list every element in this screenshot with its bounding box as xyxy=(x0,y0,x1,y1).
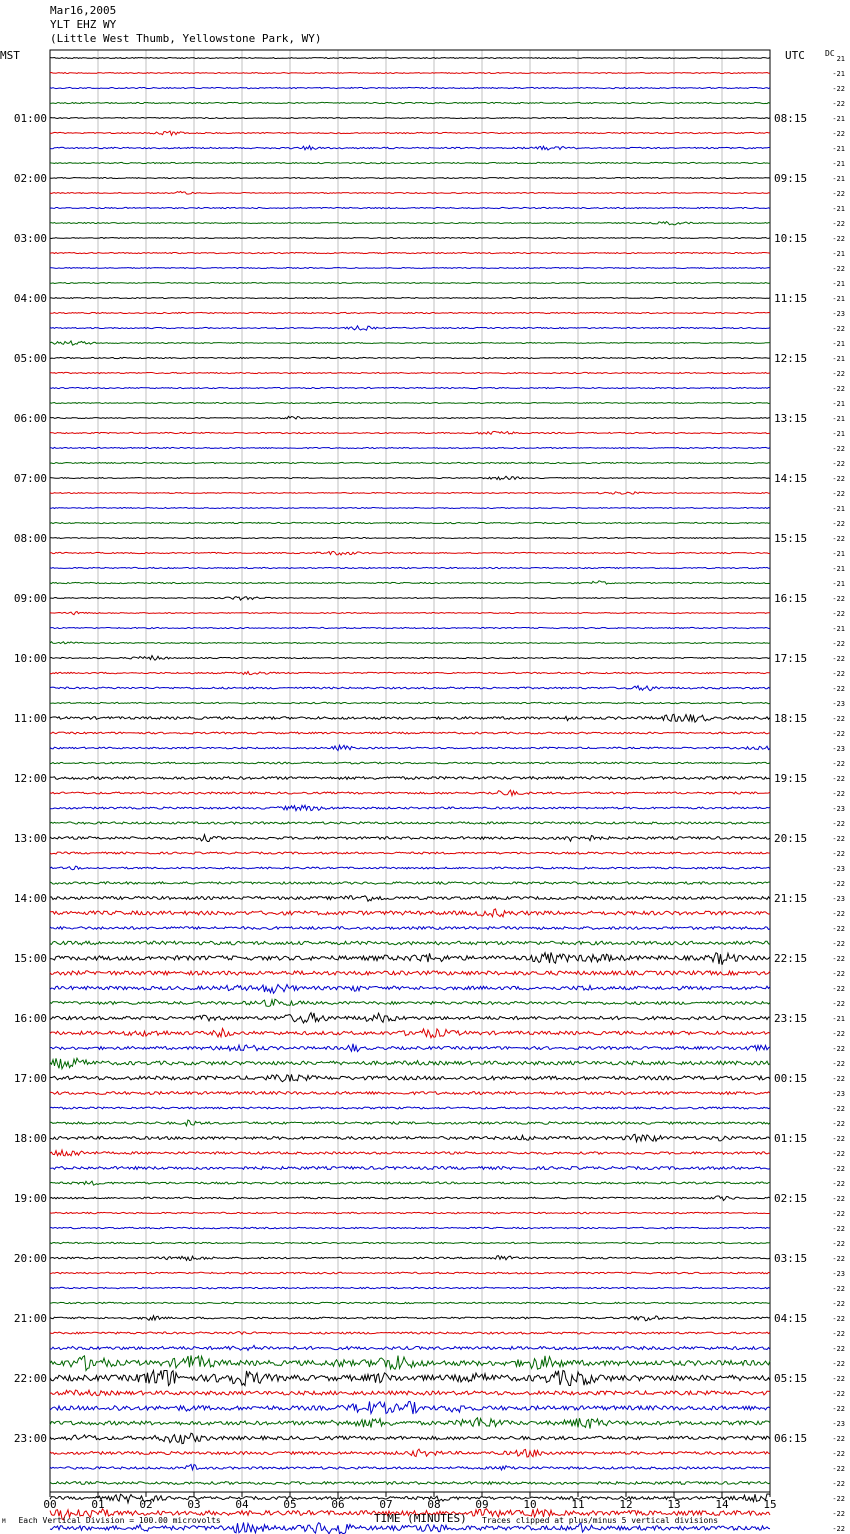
dc-offset-label: -22 xyxy=(832,1510,845,1518)
right-time-label: 01:15 xyxy=(774,1132,808,1145)
dc-offset-label: -22 xyxy=(832,1375,845,1383)
dc-offset-label: -22 xyxy=(832,850,845,858)
left-time-label: 22:00 xyxy=(13,1372,47,1385)
left-axis-timezone: MST xyxy=(0,49,20,62)
dc-offset-label: -21 xyxy=(832,1015,845,1023)
seismic-trace xyxy=(50,835,770,842)
seismic-trace xyxy=(50,1345,770,1350)
seismic-trace xyxy=(50,1256,770,1261)
x-tick-label-04: 04 xyxy=(235,1498,249,1511)
dc-offset-label: -22 xyxy=(832,715,845,723)
dc-offset-label: -22 xyxy=(832,520,845,528)
dc-offset-label: -22 xyxy=(832,760,845,768)
scale-note-text: Each Vertical Division = 100.00 microvolts xyxy=(18,1516,221,1525)
seismic-trace xyxy=(50,162,770,163)
seismic-trace xyxy=(50,87,770,88)
dc-offset-label: -22 xyxy=(832,535,845,543)
dc-offset-label: -21 xyxy=(832,145,845,153)
seismic-trace xyxy=(50,312,770,313)
dc-offset-label: -22 xyxy=(832,85,845,93)
seismic-trace xyxy=(50,492,770,494)
dc-offset-label: -22 xyxy=(832,130,845,138)
dc-offset-label: -22 xyxy=(832,460,845,468)
dc-offset-label: -22 xyxy=(832,325,845,333)
seismic-trace xyxy=(50,416,770,419)
dc-offset-label: -22 xyxy=(832,655,845,663)
dc-offset-label: -21 xyxy=(832,280,845,288)
chart-date: Mar16,2005 xyxy=(50,4,117,17)
dc-offset-label: -22 xyxy=(832,1300,845,1308)
dc-offset-label: -22 xyxy=(832,910,845,918)
dc-offset-label: -22 xyxy=(832,100,845,108)
dc-offset-label: -22 xyxy=(832,1390,845,1398)
dc-offset-label: -22 xyxy=(832,1180,845,1188)
right-time-label: 18:15 xyxy=(774,712,808,725)
seismic-trace xyxy=(50,1401,770,1414)
seismic-trace xyxy=(50,671,770,674)
station-code: YLT EHZ WY xyxy=(50,18,117,31)
seismic-trace xyxy=(50,612,770,615)
dc-offset-label: -22 xyxy=(832,1210,845,1218)
seismic-trace xyxy=(50,1044,770,1052)
seismic-trace xyxy=(50,1494,770,1503)
clip-note: Traces clipped at plus/minus 5 vertical divisions xyxy=(482,1516,719,1525)
seismic-trace xyxy=(50,656,770,661)
left-time-labels xyxy=(14,112,47,1445)
dc-offset-label: -22 xyxy=(832,1330,845,1338)
dc-offset-label: -22 xyxy=(832,190,845,198)
right-time-label: 12:15 xyxy=(774,352,808,365)
seismic-trace xyxy=(50,882,770,884)
seismic-trace xyxy=(50,627,770,628)
seismic-trace xyxy=(50,1134,770,1141)
right-time-label: 03:15 xyxy=(774,1252,808,1265)
x-tick-label-03: 03 xyxy=(187,1498,201,1511)
seismic-trace xyxy=(50,1302,770,1303)
seismic-trace xyxy=(50,1212,770,1213)
left-time-label: 09:00 xyxy=(13,592,47,605)
dc-offset-label: -23 xyxy=(832,895,845,903)
x-tick-label-15: 15 xyxy=(763,1498,777,1511)
x-tick-label-00: 00 xyxy=(43,1498,57,1511)
dc-offset-label: -22 xyxy=(832,1495,845,1503)
scale-note xyxy=(2,1516,221,1525)
right-time-label: 21:15 xyxy=(774,892,808,905)
dc-offset-label: -22 xyxy=(832,1315,845,1323)
seismic-trace xyxy=(50,927,770,930)
seismic-trace xyxy=(50,207,770,208)
left-time-label: 12:00 xyxy=(13,772,47,785)
x-tick-label-05: 05 xyxy=(283,1498,297,1511)
dc-offset-label: -22 xyxy=(832,445,845,453)
right-time-label: 04:15 xyxy=(774,1312,808,1325)
seismic-trace xyxy=(50,1196,770,1201)
dc-offset-label: -21 xyxy=(832,70,845,78)
left-time-label: 23:00 xyxy=(13,1432,47,1445)
left-time-label: 06:00 xyxy=(13,412,47,425)
dc-offset-label: -22 xyxy=(832,1240,845,1248)
seismic-trace xyxy=(50,283,770,284)
dc-offset-label: -22 xyxy=(832,1165,845,1173)
dc-offset-label: -22 xyxy=(832,1255,845,1263)
dc-offset-label: -22 xyxy=(832,1135,845,1143)
dc-offset-label: -22 xyxy=(832,1435,845,1443)
dc-offset-label: -22 xyxy=(832,370,845,378)
left-time-label: 03:00 xyxy=(13,232,47,245)
dc-offset-label: -21 xyxy=(832,115,845,123)
seismic-trace xyxy=(50,73,770,74)
seismic-trace xyxy=(50,762,770,764)
dc-offset-label: -23 xyxy=(832,865,845,873)
seismic-trace xyxy=(50,1356,770,1371)
x-tick-label-10: 10 xyxy=(523,1498,537,1511)
seismic-trace xyxy=(50,581,770,584)
seismic-trace xyxy=(50,462,770,463)
left-time-label: 04:00 xyxy=(13,292,47,305)
seismic-trace xyxy=(50,896,770,902)
seismic-trace xyxy=(50,686,770,691)
seismic-trace xyxy=(50,1013,770,1023)
dc-offset-label: -22 xyxy=(832,835,845,843)
seismic-trace xyxy=(50,777,770,780)
seismic-trace xyxy=(50,952,770,964)
seismic-trace xyxy=(50,1029,770,1038)
seismic-trace xyxy=(50,805,770,810)
dc-offset-label: -22 xyxy=(832,595,845,603)
dc-offset-label: -22 xyxy=(832,1225,845,1233)
right-time-label: 06:15 xyxy=(774,1432,808,1445)
right-time-label: 15:15 xyxy=(774,532,808,545)
right-time-label: 09:15 xyxy=(774,172,808,185)
plot-frame xyxy=(50,50,770,1492)
x-axis-title: TIME (MINUTES) xyxy=(374,1512,467,1525)
right-time-label: 16:15 xyxy=(774,592,808,605)
right-time-label: 02:15 xyxy=(774,1192,808,1205)
left-time-label: 15:00 xyxy=(13,952,47,965)
seismic-trace xyxy=(50,1120,770,1126)
dc-offset-label: -22 xyxy=(832,1060,845,1068)
dc-label: DC xyxy=(825,49,835,58)
seismic-trace xyxy=(50,714,770,722)
trace-group xyxy=(50,58,770,1534)
x-tick-label-02: 02 xyxy=(139,1498,153,1511)
right-time-label: 00:15 xyxy=(774,1072,808,1085)
left-time-label: 20:00 xyxy=(13,1252,47,1265)
left-time-label: 14:00 xyxy=(13,892,47,905)
dc-offset-label: -21 xyxy=(832,580,845,588)
seismic-trace xyxy=(50,1167,770,1170)
right-time-labels xyxy=(774,112,807,1445)
x-tick-label-07: 07 xyxy=(379,1498,393,1511)
dc-offset-label: -22 xyxy=(832,1405,845,1413)
dc-offset-label: -22 xyxy=(832,730,845,738)
dc-offset-label: -21 xyxy=(832,415,845,423)
x-tick-label-14: 14 xyxy=(715,1498,729,1511)
dc-offset-label: -22 xyxy=(832,1525,845,1533)
seismic-trace xyxy=(50,476,770,480)
dc-offset-label: -22 xyxy=(832,790,845,798)
dc-offset-label: -22 xyxy=(832,475,845,483)
seismic-trace xyxy=(50,387,770,388)
dc-offset-label: -21 xyxy=(832,430,845,438)
dc-offset-label: -22 xyxy=(832,220,845,228)
seismic-trace xyxy=(50,341,770,345)
dc-offset-label: -22 xyxy=(832,1120,845,1128)
left-time-label: 17:00 xyxy=(13,1072,47,1085)
dc-offset-label: -21 xyxy=(832,565,845,573)
dc-offset-label: -23 xyxy=(832,1090,845,1098)
right-time-label: 13:15 xyxy=(774,412,808,425)
dc-offset-label: -21 xyxy=(832,295,845,303)
seismic-trace xyxy=(50,118,770,119)
seismic-trace xyxy=(50,1449,770,1457)
dc-offset-label: -22 xyxy=(832,1465,845,1473)
seismic-trace xyxy=(50,131,770,135)
seismic-trace xyxy=(50,298,770,299)
seismic-trace xyxy=(50,1390,770,1396)
dc-offset-label: -22 xyxy=(832,1450,845,1458)
right-time-label: 19:15 xyxy=(774,772,808,785)
dc-offset-labels xyxy=(832,55,845,1534)
dc-offset-label: -22 xyxy=(832,640,845,648)
dc-offset-label: -23 xyxy=(832,1270,845,1278)
seismic-trace xyxy=(50,1150,770,1156)
seismic-trace xyxy=(50,403,770,404)
dc-offset-label: -22 xyxy=(832,775,845,783)
x-tick-label-09: 09 xyxy=(475,1498,489,1511)
seismic-trace xyxy=(50,999,770,1006)
left-time-label: 18:00 xyxy=(13,1132,47,1145)
dc-offset-label: -22 xyxy=(832,1480,845,1488)
x-tick-label-06: 06 xyxy=(331,1498,345,1511)
seismic-trace xyxy=(50,909,770,917)
dc-offset-label: -22 xyxy=(832,610,845,618)
left-time-label: 19:00 xyxy=(13,1192,47,1205)
right-time-label: 22:15 xyxy=(774,952,808,965)
scale-note-mark: M xyxy=(2,1518,6,1525)
seismic-trace xyxy=(50,146,770,150)
dc-offset-label: -21 xyxy=(832,505,845,513)
seismic-trace xyxy=(50,597,770,601)
dc-offset-label: -22 xyxy=(832,1045,845,1053)
dc-offset-label: -21 xyxy=(832,175,845,183)
dc-offset-label: -21 xyxy=(832,250,845,258)
seismic-trace xyxy=(50,538,770,539)
dc-offset-label: -21 xyxy=(832,340,845,348)
seismic-trace xyxy=(50,642,770,644)
right-time-label: 23:15 xyxy=(774,1012,808,1025)
seismic-trace xyxy=(50,567,770,568)
seismic-trace xyxy=(50,191,770,194)
seismic-trace xyxy=(50,102,770,103)
dc-offset-label: -22 xyxy=(832,1195,845,1203)
dc-offset-label: 21 xyxy=(836,55,845,63)
station-location: (Little West Thumb, Yellowstone Park, WY) xyxy=(50,32,322,45)
dc-offset-label: -22 xyxy=(832,1075,845,1083)
dc-offset-label: -22 xyxy=(832,1150,845,1158)
seismic-trace xyxy=(50,447,770,448)
seismic-trace xyxy=(50,326,770,330)
dc-offset-label: -22 xyxy=(832,385,845,393)
dc-offset-label: -22 xyxy=(832,265,845,273)
left-time-label: 13:00 xyxy=(13,832,47,845)
right-time-label: 08:15 xyxy=(774,112,808,125)
dc-offset-label: -22 xyxy=(832,1345,845,1353)
seismic-trace xyxy=(50,1371,770,1386)
dc-offset-label: -21 xyxy=(832,400,845,408)
seismic-trace xyxy=(50,1074,770,1081)
x-tick-label-08: 08 xyxy=(427,1498,441,1511)
seismic-trace xyxy=(50,522,770,523)
seismic-trace xyxy=(50,268,770,269)
x-tick-label-13: 13 xyxy=(667,1498,681,1511)
seismic-trace xyxy=(50,790,770,796)
left-time-label: 11:00 xyxy=(13,712,47,725)
seismic-trace xyxy=(50,178,770,179)
seismic-trace xyxy=(50,1092,770,1095)
right-time-label: 20:15 xyxy=(774,832,808,845)
x-tick-label-01: 01 xyxy=(91,1498,105,1511)
dc-offset-label: -21 xyxy=(832,355,845,363)
dc-offset-label: -22 xyxy=(832,1285,845,1293)
seismic-trace xyxy=(50,1058,770,1069)
left-time-label: 01:00 xyxy=(13,112,47,125)
right-time-label: 05:15 xyxy=(774,1372,808,1385)
seismic-trace xyxy=(50,941,770,945)
dc-offset-label: -21 xyxy=(832,550,845,558)
dc-offset-label: -21 xyxy=(832,160,845,168)
seismic-trace xyxy=(50,508,770,509)
left-time-label: 07:00 xyxy=(13,472,47,485)
dc-offset-label: -22 xyxy=(832,925,845,933)
seismic-trace xyxy=(50,252,770,253)
dc-offset-label: -22 xyxy=(832,1360,845,1368)
seismic-trace xyxy=(50,745,770,750)
seismic-trace xyxy=(50,1287,770,1288)
seismic-trace xyxy=(50,1433,770,1443)
left-time-label: 02:00 xyxy=(13,172,47,185)
left-time-label: 21:00 xyxy=(13,1312,47,1325)
dc-offset-label: -22 xyxy=(832,235,845,243)
seismic-trace xyxy=(50,1482,770,1485)
right-time-label: 14:15 xyxy=(774,472,808,485)
seismic-trace xyxy=(50,1272,770,1274)
seismic-trace xyxy=(50,58,770,59)
dc-offset-label: -23 xyxy=(832,1420,845,1428)
seismic-trace xyxy=(50,1464,770,1470)
dc-offset-label: -22 xyxy=(832,880,845,888)
seismic-trace xyxy=(50,222,770,225)
seismic-trace xyxy=(50,852,770,854)
dc-offset-label: -22 xyxy=(832,970,845,978)
seismic-trace xyxy=(50,732,770,734)
seismic-trace xyxy=(50,431,770,434)
seismic-trace xyxy=(50,985,770,994)
seismic-trace xyxy=(50,551,770,555)
seismic-trace xyxy=(50,1107,770,1109)
dc-offset-label: -22 xyxy=(832,670,845,678)
left-time-label: 05:00 xyxy=(13,352,47,365)
seismic-trace xyxy=(50,971,770,975)
dc-offset-label: -21 xyxy=(832,625,845,633)
dc-offset-label: -22 xyxy=(832,955,845,963)
dc-offset-label: -22 xyxy=(832,1105,845,1113)
left-time-label: 08:00 xyxy=(13,532,47,545)
seismic-trace xyxy=(50,702,770,703)
x-tick-label-12: 12 xyxy=(619,1498,633,1511)
dc-offset-label: -23 xyxy=(832,745,845,753)
dc-offset-label: -22 xyxy=(832,490,845,498)
dc-offset-label: -22 xyxy=(832,940,845,948)
dc-offset-label: -23 xyxy=(832,700,845,708)
seismic-trace xyxy=(50,1181,770,1185)
dc-offset-label: -22 xyxy=(832,1000,845,1008)
right-time-label: 10:15 xyxy=(774,232,808,245)
seismic-trace xyxy=(50,357,770,358)
dc-offset-label: -22 xyxy=(832,1030,845,1038)
seismic-trace xyxy=(50,866,770,870)
dc-offset-label: -22 xyxy=(832,820,845,828)
seismic-trace xyxy=(50,822,770,824)
seismic-trace xyxy=(50,1332,770,1335)
dc-offset-label: -22 xyxy=(832,985,845,993)
right-time-label: 11:15 xyxy=(774,292,808,305)
dc-offset-label: -21 xyxy=(832,205,845,213)
dc-offset-label: -23 xyxy=(832,805,845,813)
vertical-gridlines xyxy=(50,50,770,1492)
left-time-label: 16:00 xyxy=(13,1012,47,1025)
x-tick-label-11: 11 xyxy=(571,1498,585,1511)
seismic-trace xyxy=(50,238,770,239)
seismic-trace xyxy=(50,1242,770,1243)
seismic-trace xyxy=(50,1316,770,1321)
seismic-trace xyxy=(50,1418,770,1429)
right-time-label: 17:15 xyxy=(774,652,808,665)
seismic-trace xyxy=(50,1227,770,1228)
seismic-trace xyxy=(50,372,770,373)
right-axis-timezone: UTC xyxy=(785,49,805,62)
left-time-label: 10:00 xyxy=(13,652,47,665)
dc-offset-label: -23 xyxy=(832,310,845,318)
dc-offset-label: -22 xyxy=(832,685,845,693)
